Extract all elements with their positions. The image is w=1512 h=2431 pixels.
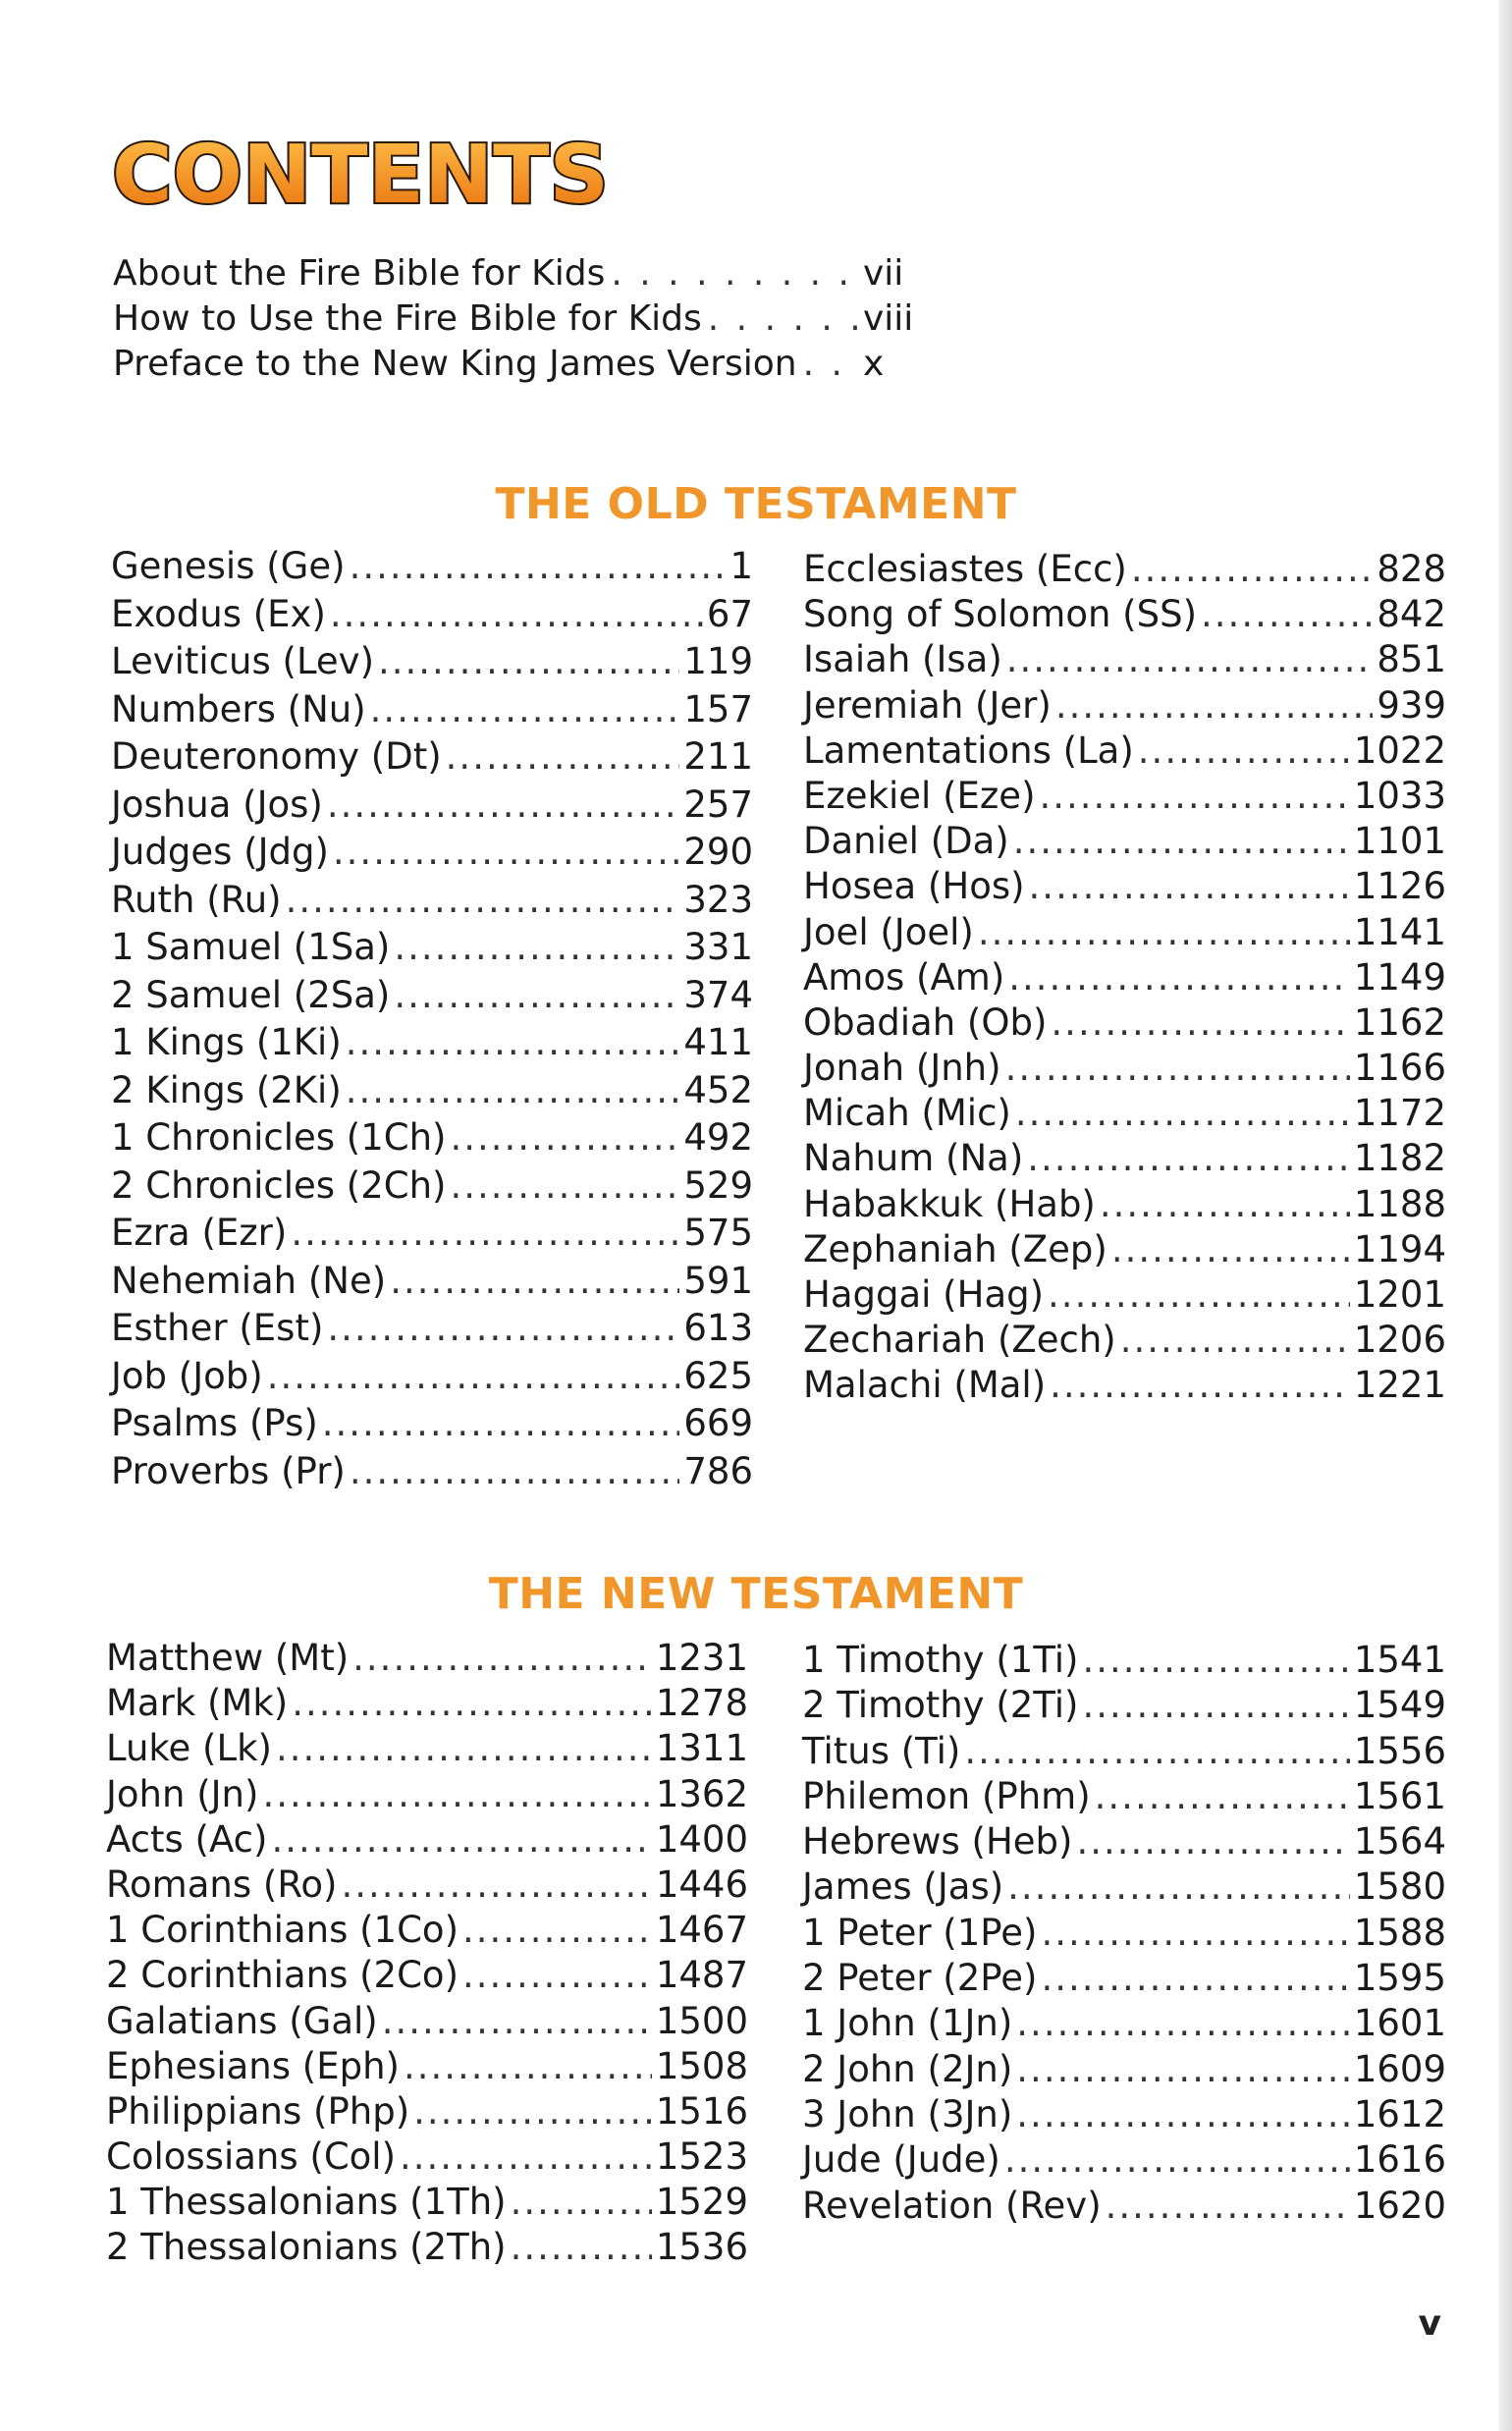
dot-leader — [803, 344, 857, 384]
dot-leader — [346, 1069, 680, 1111]
toc-entry-label: Job (Job) — [111, 1354, 263, 1397]
dot-leader — [413, 2090, 652, 2133]
toc-entry-label: Galatians (Gal) — [106, 1999, 378, 2042]
dot-leader — [462, 1909, 652, 1951]
toc-entry — [111, 1069, 753, 1117]
toc-entry — [802, 2048, 1446, 2093]
toc-entry — [106, 1637, 748, 1682]
toc-entry-label: 1 Peter (1Pe) — [802, 1911, 1038, 1954]
toc-entry-page: 591 — [683, 1259, 753, 1302]
toc-entry — [113, 344, 906, 389]
toc-entry-page: 1162 — [1353, 1000, 1446, 1044]
toc-entry — [803, 593, 1446, 638]
dot-leader — [1076, 1820, 1349, 1863]
toc-entry-page: 1620 — [1353, 2184, 1446, 2227]
dot-leader — [964, 1730, 1349, 1772]
toc-entry-label: 2 Corinthians (2Co) — [106, 1954, 459, 1997]
toc-entry-page: 1523 — [655, 2135, 748, 2179]
toc-entry-label: Philemon (Phm) — [802, 1774, 1091, 1817]
toc-entry-page: 374 — [683, 973, 753, 1016]
toc-entry-page: 257 — [683, 783, 753, 826]
front-matter-list — [113, 253, 914, 389]
toc-entry-label: 1 John (1Jn) — [802, 2002, 1013, 2045]
page-edge — [1498, 0, 1512, 2431]
dot-leader — [1027, 1137, 1350, 1179]
dot-leader — [292, 1682, 652, 1724]
toc-entry-label: Preface to the New King James Version — [113, 344, 797, 384]
toc-entry-label: 2 Peter (2Pe) — [802, 1957, 1038, 2000]
toc-entry-page: 1556 — [1353, 1729, 1446, 1772]
toc-entry-label: Hebrews (Heb) — [802, 1820, 1073, 1864]
toc-entry-label: 2 Chronicles (2Ch) — [111, 1163, 447, 1207]
toc-entry-page: 1022 — [1353, 729, 1446, 772]
toc-entry-label: 1 Thessalonians (1Th) — [106, 2181, 507, 2224]
toc-entry-page: 1500 — [655, 1999, 748, 2042]
toc-entry — [803, 684, 1446, 729]
dot-leader — [1029, 865, 1350, 907]
dot-leader — [327, 783, 680, 826]
toc-entry-label: Numbers (Nu) — [111, 687, 366, 730]
toc-entry-label: 2 Thessalonians (2Th) — [106, 2226, 507, 2269]
dot-leader — [1055, 684, 1374, 727]
dot-leader — [267, 1355, 680, 1397]
toc-entry-page: 575 — [683, 1212, 753, 1254]
toc-entry-label: Isaiah (Isa) — [803, 638, 1002, 681]
toc-entry-page: 1362 — [655, 1772, 748, 1815]
toc-entry-label: 1 Kings (1Ki) — [111, 1021, 342, 1063]
dot-leader — [286, 879, 680, 921]
toc-entry-page: 1616 — [1353, 2138, 1446, 2182]
toc-entry — [111, 1355, 753, 1403]
toc-entry — [803, 638, 1446, 683]
toc-entry — [111, 1116, 753, 1164]
toc-entry — [803, 775, 1446, 820]
toc-entry-label: John (Jn) — [106, 1772, 259, 1815]
toc-entry-page: 1580 — [1353, 1865, 1446, 1909]
toc-entry — [106, 1727, 748, 1772]
dot-leader — [1095, 1775, 1350, 1817]
old-testament-left-column — [111, 545, 753, 1497]
toc-entry — [111, 545, 753, 593]
toc-entry-label: Habakkuk (Hab) — [803, 1182, 1096, 1225]
toc-entry-label: Lamentations (La) — [803, 729, 1134, 772]
dot-leader — [1015, 1092, 1350, 1134]
toc-entry-page: 1564 — [1353, 1820, 1446, 1864]
dot-leader — [978, 911, 1350, 953]
toc-entry — [111, 879, 753, 927]
toc-entry — [803, 1001, 1446, 1047]
dot-leader — [1120, 1319, 1350, 1361]
toc-entry-label: Deuteronomy (Dt) — [111, 735, 442, 778]
toc-entry-page: 1101 — [1353, 820, 1446, 863]
toc-entry-label: 1 Timothy (1Ti) — [802, 1639, 1079, 1681]
toc-entry — [803, 820, 1446, 865]
dot-leader — [1100, 1183, 1350, 1225]
toc-entry-label: Matthew (Mt) — [106, 1637, 350, 1679]
dot-leader — [1016, 2002, 1350, 2044]
toc-entry-label: Micah (Mic) — [803, 1092, 1011, 1135]
toc-entry — [803, 911, 1446, 956]
toc-entry-page: 1126 — [1353, 865, 1446, 908]
toc-entry-page: 1311 — [655, 1727, 748, 1770]
toc-entry-page: 1 — [729, 545, 753, 587]
toc-entry-page: 786 — [683, 1449, 753, 1492]
dot-leader — [1040, 775, 1350, 817]
toc-entry-page: 1508 — [655, 2044, 748, 2087]
toc-entry-page: 851 — [1377, 638, 1446, 681]
toc-entry-page: 1487 — [655, 1954, 748, 1997]
toc-entry-page: 1278 — [655, 1682, 748, 1725]
dot-leader — [1004, 2138, 1350, 2181]
toc-entry-label: Titus (Ti) — [802, 1729, 961, 1772]
toc-entry-page: 1141 — [1353, 910, 1446, 953]
toc-entry — [106, 1954, 748, 1999]
toc-entry-page: 1166 — [1353, 1047, 1446, 1090]
toc-entry-page: 939 — [1377, 683, 1446, 727]
toc-entry — [802, 1820, 1446, 1865]
toc-entry — [111, 831, 753, 879]
toc-entry — [803, 956, 1446, 1001]
dot-leader — [346, 1021, 680, 1063]
toc-entry-page: 1529 — [655, 2181, 748, 2224]
toc-entry — [802, 1912, 1446, 1957]
dot-leader — [446, 735, 680, 778]
toc-entry — [803, 1183, 1446, 1228]
toc-entry-label: Hosea (Hos) — [803, 865, 1025, 908]
dot-leader — [404, 2045, 652, 2087]
dot-leader — [262, 1773, 651, 1815]
toc-entry — [803, 1137, 1446, 1182]
toc-entry-label: 1 Chronicles (1Ch) — [111, 1116, 447, 1159]
toc-entry-page: 492 — [683, 1116, 753, 1159]
toc-entry-label: Haggai (Hag) — [803, 1273, 1045, 1316]
toc-entry-page: 1231 — [655, 1637, 748, 1679]
dot-leader — [1201, 593, 1373, 635]
toc-entry-page: 1221 — [1353, 1364, 1446, 1407]
toc-entry — [111, 1402, 753, 1450]
dot-leader — [350, 1450, 680, 1492]
toc-entry — [802, 1775, 1446, 1820]
dot-leader — [394, 926, 679, 968]
dot-leader — [1050, 1364, 1350, 1406]
toc-entry-page: 613 — [683, 1307, 753, 1349]
toc-entry — [113, 298, 914, 344]
toc-entry-page: 331 — [683, 926, 753, 968]
dot-leader — [378, 640, 679, 682]
toc-entry-page: 1033 — [1353, 774, 1446, 817]
toc-entry-page: 625 — [683, 1354, 753, 1397]
toc-entry-page: 1601 — [1353, 2002, 1446, 2045]
toc-entry-page: 1201 — [1353, 1273, 1446, 1316]
dot-leader — [1083, 1639, 1350, 1681]
toc-entry-label: Malachi (Mal) — [803, 1364, 1047, 1407]
toc-entry-page: 323 — [683, 878, 753, 921]
old-testament-heading: THE OLD TESTAMENT — [495, 479, 1017, 529]
toc-entry-label: Amos (Am) — [803, 955, 1005, 999]
toc-entry — [802, 2093, 1446, 2138]
toc-entry-page: 1536 — [655, 2226, 748, 2269]
toc-entry-page: 411 — [683, 1021, 753, 1063]
dot-leader — [511, 2181, 652, 2223]
toc-entry-label: Jude (Jude) — [802, 2138, 1000, 2182]
toc-entry-label: Mark (Mk) — [106, 1682, 289, 1725]
toc-entry-page: 1188 — [1353, 1182, 1446, 1225]
toc-entry — [111, 974, 753, 1022]
toc-entry-label: 3 John (3Jn) — [802, 2092, 1013, 2135]
toc-entry-label: Psalms (Ps) — [111, 1402, 318, 1444]
toc-entry-label: Ruth (Ru) — [111, 878, 282, 921]
toc-entry-label: 2 Kings (2Ki) — [111, 1068, 342, 1111]
dot-leader — [1048, 1273, 1350, 1316]
dot-leader — [330, 593, 703, 635]
toc-entry-label: 1 Samuel (1Sa) — [111, 926, 391, 968]
toc-entry-page: 1182 — [1353, 1137, 1446, 1180]
toc-entry — [803, 1228, 1446, 1273]
toc-entry-page: viii — [863, 298, 914, 339]
toc-entry — [111, 1212, 753, 1260]
toc-entry — [111, 1164, 753, 1213]
toc-entry-page: 842 — [1377, 593, 1446, 636]
dot-leader — [462, 1954, 652, 1996]
toc-entry — [803, 1319, 1446, 1364]
toc-entry-page: 529 — [683, 1163, 753, 1207]
toc-entry-page: 1172 — [1353, 1092, 1446, 1135]
toc-entry-page: 1549 — [1353, 1684, 1446, 1727]
toc-entry-label: How to Use the Fire Bible for Kids — [113, 298, 702, 339]
toc-entry-label: Judges (Jdg) — [111, 831, 329, 873]
toc-entry-label: Joshua (Jos) — [111, 783, 323, 826]
toc-entry-label: Philippians (Php) — [106, 2089, 410, 2133]
toc-entry-page: 1541 — [1353, 1639, 1446, 1681]
toc-entry-label: Ezekiel (Eze) — [803, 774, 1036, 817]
dot-leader — [1008, 956, 1350, 999]
toc-entry — [803, 865, 1446, 910]
dot-leader — [511, 2226, 652, 2268]
toc-entry-label: Acts (Ac) — [106, 1817, 268, 1861]
toc-entry-page: 1467 — [655, 1909, 748, 1952]
toc-entry-label: Zechariah (Zech) — [803, 1319, 1116, 1362]
contents-logo — [106, 126, 617, 224]
toc-entry — [802, 1639, 1446, 1684]
toc-entry — [111, 640, 753, 688]
dot-leader — [1006, 638, 1374, 680]
toc-entry — [111, 1260, 753, 1308]
dot-leader — [394, 974, 679, 1016]
toc-entry-label: 2 Timothy (2Ti) — [802, 1684, 1079, 1727]
toc-entry-label: Joel (Joel) — [803, 910, 974, 953]
dot-leader — [1106, 2185, 1350, 2227]
dot-leader — [390, 1260, 679, 1302]
toc-entry — [111, 1450, 753, 1498]
toc-entry — [111, 1307, 753, 1355]
toc-entry-page: 157 — [683, 687, 753, 730]
toc-entry-label: Leviticus (Lev) — [111, 640, 375, 682]
toc-entry-page: 1561 — [1353, 1774, 1446, 1817]
dot-leader — [382, 2000, 652, 2042]
toc-entry-page: x — [863, 344, 885, 384]
toc-entry-page: 452 — [683, 1068, 753, 1111]
toc-entry-page: 828 — [1377, 548, 1446, 590]
toc-entry-label: 2 Samuel (2Sa) — [111, 973, 391, 1016]
toc-entry — [113, 253, 906, 298]
toc-entry-label: 2 John (2Jn) — [802, 2047, 1013, 2090]
toc-entry-label: Jonah (Jnh) — [803, 1047, 1001, 1090]
dot-leader — [1051, 1001, 1349, 1044]
toc-entry — [802, 1957, 1446, 2002]
toc-entry — [802, 1684, 1446, 1729]
dot-leader — [276, 1727, 652, 1769]
toc-entry-label: 1 Corinthians (1Co) — [106, 1909, 459, 1952]
toc-entry — [106, 1682, 748, 1727]
dot-leader — [1007, 1865, 1350, 1908]
toc-entry-label: Revelation (Rev) — [802, 2184, 1102, 2227]
toc-entry-label: James (Jas) — [802, 1865, 1004, 1909]
dot-leader — [400, 2135, 652, 2178]
toc-entry-label: Romans (Ro) — [106, 1863, 338, 1906]
dot-leader — [271, 1818, 651, 1861]
toc-entry — [803, 1047, 1446, 1092]
toc-entry-label: Song of Solomon (SS) — [803, 593, 1198, 636]
dot-leader — [327, 1307, 679, 1349]
toc-entry-label: Nehemiah (Ne) — [111, 1259, 387, 1302]
toc-entry-page: 1400 — [655, 1817, 748, 1861]
dot-leader — [370, 688, 680, 730]
toc-entry-page: 1446 — [655, 1863, 748, 1906]
dot-leader — [1111, 1228, 1350, 1270]
toc-entry — [106, 2181, 748, 2226]
toc-entry — [106, 2226, 748, 2271]
new-testament-heading: THE NEW TESTAMENT — [488, 1569, 1024, 1619]
toc-entry-label: Daniel (Da) — [803, 820, 1009, 863]
toc-entry — [802, 2138, 1446, 2184]
dot-leader — [322, 1402, 680, 1444]
toc-entry — [803, 729, 1446, 775]
toc-entry — [106, 2135, 748, 2181]
dot-leader — [1041, 1912, 1349, 1954]
toc-entry — [106, 2000, 748, 2045]
toc-entry — [106, 1773, 748, 1818]
old-testament-right-column — [803, 548, 1446, 1410]
toc-entry — [802, 2002, 1446, 2047]
dot-leader — [1041, 1957, 1349, 1999]
toc-entry-page: 1588 — [1353, 1911, 1446, 1954]
toc-entry-label: Ezra (Ezr) — [111, 1212, 288, 1254]
toc-entry — [111, 688, 753, 736]
toc-entry-page: 1206 — [1353, 1319, 1446, 1362]
dot-leader — [1005, 1047, 1350, 1089]
toc-entry-page: 669 — [683, 1402, 753, 1444]
toc-entry — [111, 593, 753, 641]
dot-leader — [291, 1212, 679, 1254]
toc-entry-label: Luke (Lk) — [106, 1727, 272, 1770]
toc-entry — [106, 1909, 748, 1954]
toc-entry-page: 67 — [706, 592, 753, 635]
toc-entry — [111, 783, 753, 832]
toc-entry-label: Nahum (Na) — [803, 1137, 1024, 1180]
dot-leader — [1131, 548, 1374, 590]
toc-entry — [803, 548, 1446, 593]
toc-entry-label: Ephesians (Eph) — [106, 2044, 400, 2087]
toc-entry-page: 1609 — [1353, 2047, 1446, 2090]
dot-leader — [450, 1164, 679, 1207]
dot-leader — [1083, 1684, 1350, 1726]
toc-entry — [803, 1273, 1446, 1319]
page-number: v — [1418, 2303, 1441, 2344]
toc-entry — [106, 1818, 748, 1864]
toc-entry-label: Esther (Est) — [111, 1307, 324, 1349]
dot-leader — [341, 1864, 651, 1906]
toc-entry-label: Proverbs (Pr) — [111, 1449, 346, 1492]
toc-entry — [802, 1865, 1446, 1911]
toc-entry-page: 1612 — [1353, 2092, 1446, 2135]
toc-entry-page: 1194 — [1353, 1227, 1446, 1270]
toc-entry — [106, 1864, 748, 1909]
toc-entry — [111, 926, 753, 974]
new-testament-right-column — [802, 1639, 1446, 2230]
toc-entry-label: Obadiah (Ob) — [803, 1000, 1048, 1044]
contents-title: CONTENTS — [112, 129, 609, 222]
toc-entry — [803, 1092, 1446, 1137]
toc-entry-label: Ecclesiastes (Ecc) — [803, 548, 1127, 590]
toc-entry-page: 1595 — [1353, 1957, 1446, 2000]
toc-entry-label: About the Fire Bible for Kids — [113, 253, 606, 294]
toc-entry — [106, 2090, 748, 2135]
toc-entry-page: 211 — [683, 735, 753, 778]
toc-entry — [803, 1364, 1446, 1409]
toc-entry-page: 1516 — [655, 2089, 748, 2133]
new-testament-left-column — [106, 1637, 748, 2272]
toc-entry — [106, 2045, 748, 2090]
dot-leader — [1016, 2048, 1350, 2090]
toc-entry — [111, 1021, 753, 1069]
toc-entry-page: 119 — [683, 640, 753, 682]
toc-entry-page: vii — [863, 253, 904, 294]
toc-entry — [111, 735, 753, 783]
toc-entry-label: Genesis (Ge) — [111, 545, 346, 587]
toc-entry — [802, 1730, 1446, 1775]
dot-leader — [450, 1116, 679, 1159]
toc-entry-label: Exodus (Ex) — [111, 592, 326, 635]
toc-entry-label: Jeremiah (Jer) — [803, 683, 1052, 727]
toc-entry-page: 1149 — [1353, 955, 1446, 999]
toc-entry-page: 290 — [683, 831, 753, 873]
toc-entry-label: Colossians (Col) — [106, 2135, 397, 2179]
dot-leader — [350, 545, 727, 587]
toc-entry-label: Zephaniah (Zep) — [803, 1227, 1107, 1270]
dot-leader — [708, 298, 857, 339]
dot-leader — [1138, 729, 1350, 772]
dot-leader — [1016, 2093, 1350, 2135]
dot-leader — [333, 831, 679, 873]
dot-leader — [611, 253, 857, 294]
dot-leader — [352, 1637, 652, 1679]
dot-leader — [1013, 820, 1350, 862]
toc-entry — [802, 2185, 1446, 2230]
